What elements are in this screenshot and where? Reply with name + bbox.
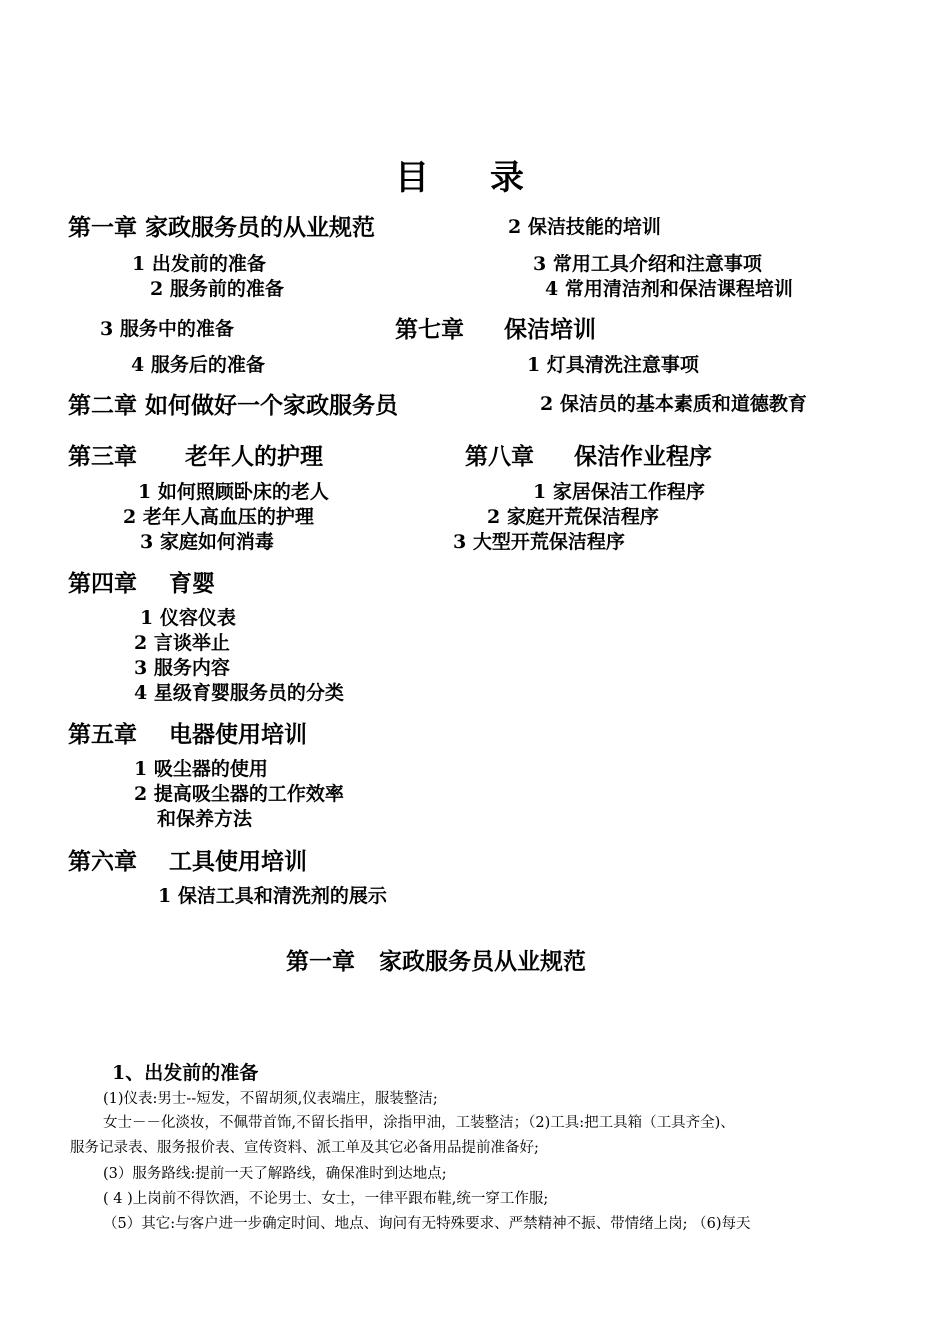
toc-item: 1 如何照顾卧床的老人 <box>138 481 329 503</box>
toc-item: 2 保洁员的基本素质和道德教育 <box>540 393 807 415</box>
toc-chapter-8: 第八章 保洁作业程序 <box>465 443 713 470</box>
chapter-heading: 第一章 家政服务员从业规范 <box>286 948 587 975</box>
toc-item: 1 家居保洁工作程序 <box>533 481 705 503</box>
toc-item: 2 老年人高血压的护理 <box>123 506 314 528</box>
toc-title-right: 录 <box>490 158 524 198</box>
toc-chapter-6: 第六章 工具使用培训 <box>68 848 308 875</box>
toc-chapter-4: 第四章 育婴 <box>68 570 216 597</box>
toc-item: 2 服务前的准备 <box>150 278 284 300</box>
toc-item: 1 出发前的准备 <box>132 253 266 275</box>
toc-chapter-2: 第二章 如何做好一个家政服务员 <box>68 392 399 419</box>
toc-item: 4 常用清洁剂和保洁课程培训 <box>545 278 793 300</box>
toc-chapter-3: 第三章 老年人的护理 <box>68 443 324 470</box>
toc-item: 2 言谈举止 <box>134 632 230 654</box>
paragraph-line: （5）其它:与客户进一步确定时间、地点、询问有无特殊要求、严禁精神不振、带情绪上岗; （6)每天 <box>103 1216 751 1232</box>
toc-chapter-7: 第七章 保洁培训 <box>395 316 597 343</box>
toc-chapter-1: 第一章 家政服务员的从业规范 <box>68 214 376 241</box>
toc-item: 3 服务中的准备 <box>100 318 234 340</box>
paragraph-line: (3）服务路线:提前一天了解路线，确保准时到达地点; <box>103 1166 447 1182</box>
toc-item: 4 星级育婴服务员的分类 <box>134 682 344 704</box>
paragraph-line: ( 4 )上岗前不得饮酒，不论男士、女士，一律平跟布鞋,统一穿工作服; <box>103 1191 549 1207</box>
toc-item: 1 吸尘器的使用 <box>134 758 268 780</box>
toc-item: 3 大型开荒保洁程序 <box>453 531 625 553</box>
toc-item: 3 服务内容 <box>134 657 230 679</box>
toc-item: 和保养方法 <box>157 808 253 830</box>
paragraph-line: 女士－－化淡妆，不佩带首饰,不留长指甲，涂指甲油，工装整洁；（2)工具:把工具箱（工具齐全)、 <box>103 1115 735 1131</box>
toc-chapter-5: 第五章 电器使用培训 <box>68 721 308 748</box>
toc-item: 2 保洁技能的培训 <box>508 216 661 238</box>
paragraph-line: 服务记录表、服务报价表、宣传资料、派工单及其它必备用品提前准备好; <box>70 1140 539 1156</box>
toc-item: 4 服务后的准备 <box>131 354 265 376</box>
toc-item: 3 常用工具介绍和注意事项 <box>533 253 762 275</box>
toc-item: 3 家庭如何消毒 <box>140 531 274 553</box>
toc-title-left: 目 <box>395 158 429 198</box>
section-title: 1、出发前的准备 <box>112 1062 259 1084</box>
paragraph-line: (1)仪表:男士--短发，不留胡须,仪表端庄，服装整洁; <box>103 1091 438 1107</box>
toc-item: 1 保洁工具和清洗剂的展示 <box>158 885 387 907</box>
toc-item: 2 提高吸尘器的工作效率 <box>134 783 344 805</box>
toc-item: 1 灯具清洗注意事项 <box>527 354 699 376</box>
toc-item: 2 家庭开荒保洁程序 <box>487 506 659 528</box>
toc-item: 1 仪容仪表 <box>140 607 236 629</box>
